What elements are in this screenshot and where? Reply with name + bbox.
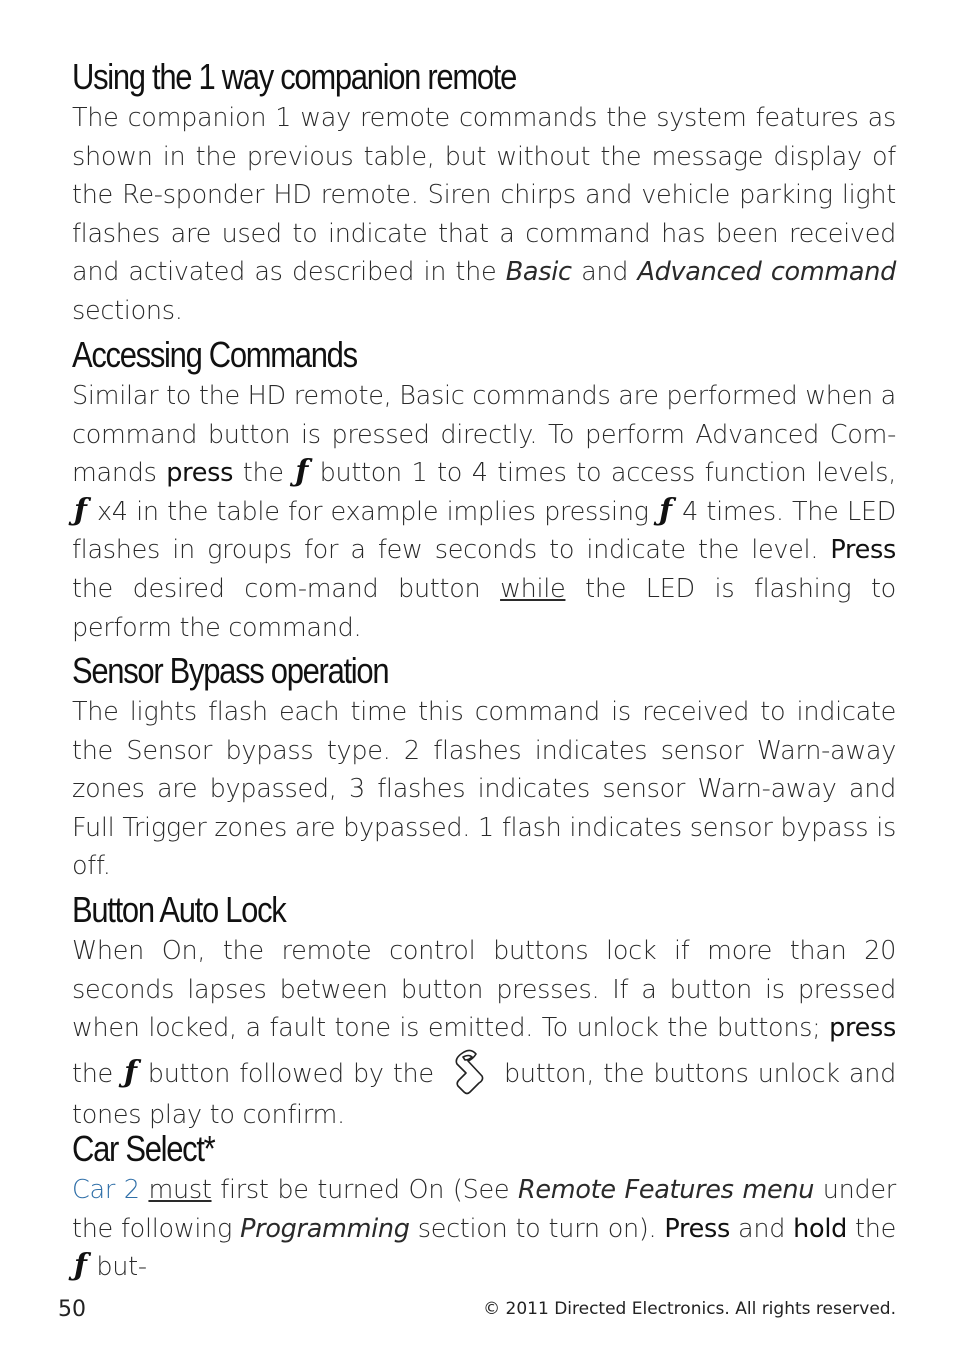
function-button-icon: ƒ [124,1054,137,1090]
remote-features-menu-italic: Remote Features menu [517,1175,815,1205]
function-button-icon: ƒ [659,492,672,528]
programming-italic: Programming [240,1213,410,1244]
while-underlined: while [500,573,566,604]
page-number: 50 [58,1297,86,1322]
press-keyword: Press [830,535,896,566]
basic-italic: Basic [505,257,572,288]
press-keyword: press [829,1013,896,1044]
section-body-sensor-bypass: The lights flash each time this command is received to indicate the Sensor bypass type. 2 flashes indicates sensor Warn-away zones are bypassed, 3 flashes indicates sensor Warn-away and Full Trigger zones are bypassed. 1 flash indicates sensor bypass is off. [72,697,896,882]
function-button-icon: ƒ [295,454,308,490]
section-heading-companion-remote: Using the 1 way companion remote [72,56,517,97]
section-heading-accessing-commands: Accessing Commands [72,334,357,375]
unlock-button-icon [451,1048,489,1096]
section-heading-sensor-bypass: Sensor Bypass operation [72,650,389,691]
function-button-icon: ƒ [74,1248,87,1284]
section-body-companion-remote: The companion 1 way remote commands the system features as shown in the previous table, but without the message display of the Re-sponder HD remote. Siren chirps and vehicle parking light flashes are used to indicate that a command has been received and activated as described in the Basic and Advanced command sections. [72,103,896,326]
function-button-icon: ƒ [74,492,87,528]
section-body-accessing-commands: Similar to the HD remote, Basic commands are performed when a command button is pressed directly. To perform Advanced Com-mands press the ƒ button 1 to 4 times to access function levels, ƒ x4 in the table for example implies pressing ƒ 4 times. The LED flashes in groups for a few seconds to indicate the level. Press the desired com-mand button while the LED is flashing to perform the command. [72,381,897,643]
section-body-button-auto-lock: When On, the remote control buttons lock if more than 20 seconds lapses between button presses. If a button is pressed when locked, a fault tone is emitted. To unlock the buttons; press the ƒ button followed by the button, the buttons unlock and tones play to confirm. [72,936,896,1130]
hold-keyword: hold [793,1213,848,1244]
copyright-notice: © 2011 Directed Electronics. All rights reserved. [483,1299,896,1319]
section-heading-car-select: Car Select* [72,1128,215,1169]
car-2-link[interactable]: Car 2 [72,1175,140,1205]
section-heading-button-auto-lock: Button Auto Lock [72,889,286,930]
section-body-car-select: Car 2 must first be turned On (See Remote Features menu under the following Programming section to turn on). Press and hold the ƒ but- [72,1175,897,1284]
press-keyword: press [166,458,234,489]
press-keyword: Press [664,1213,731,1244]
advanced-command-italic: Advanced command [637,257,896,288]
must-underlined: must [148,1175,212,1205]
